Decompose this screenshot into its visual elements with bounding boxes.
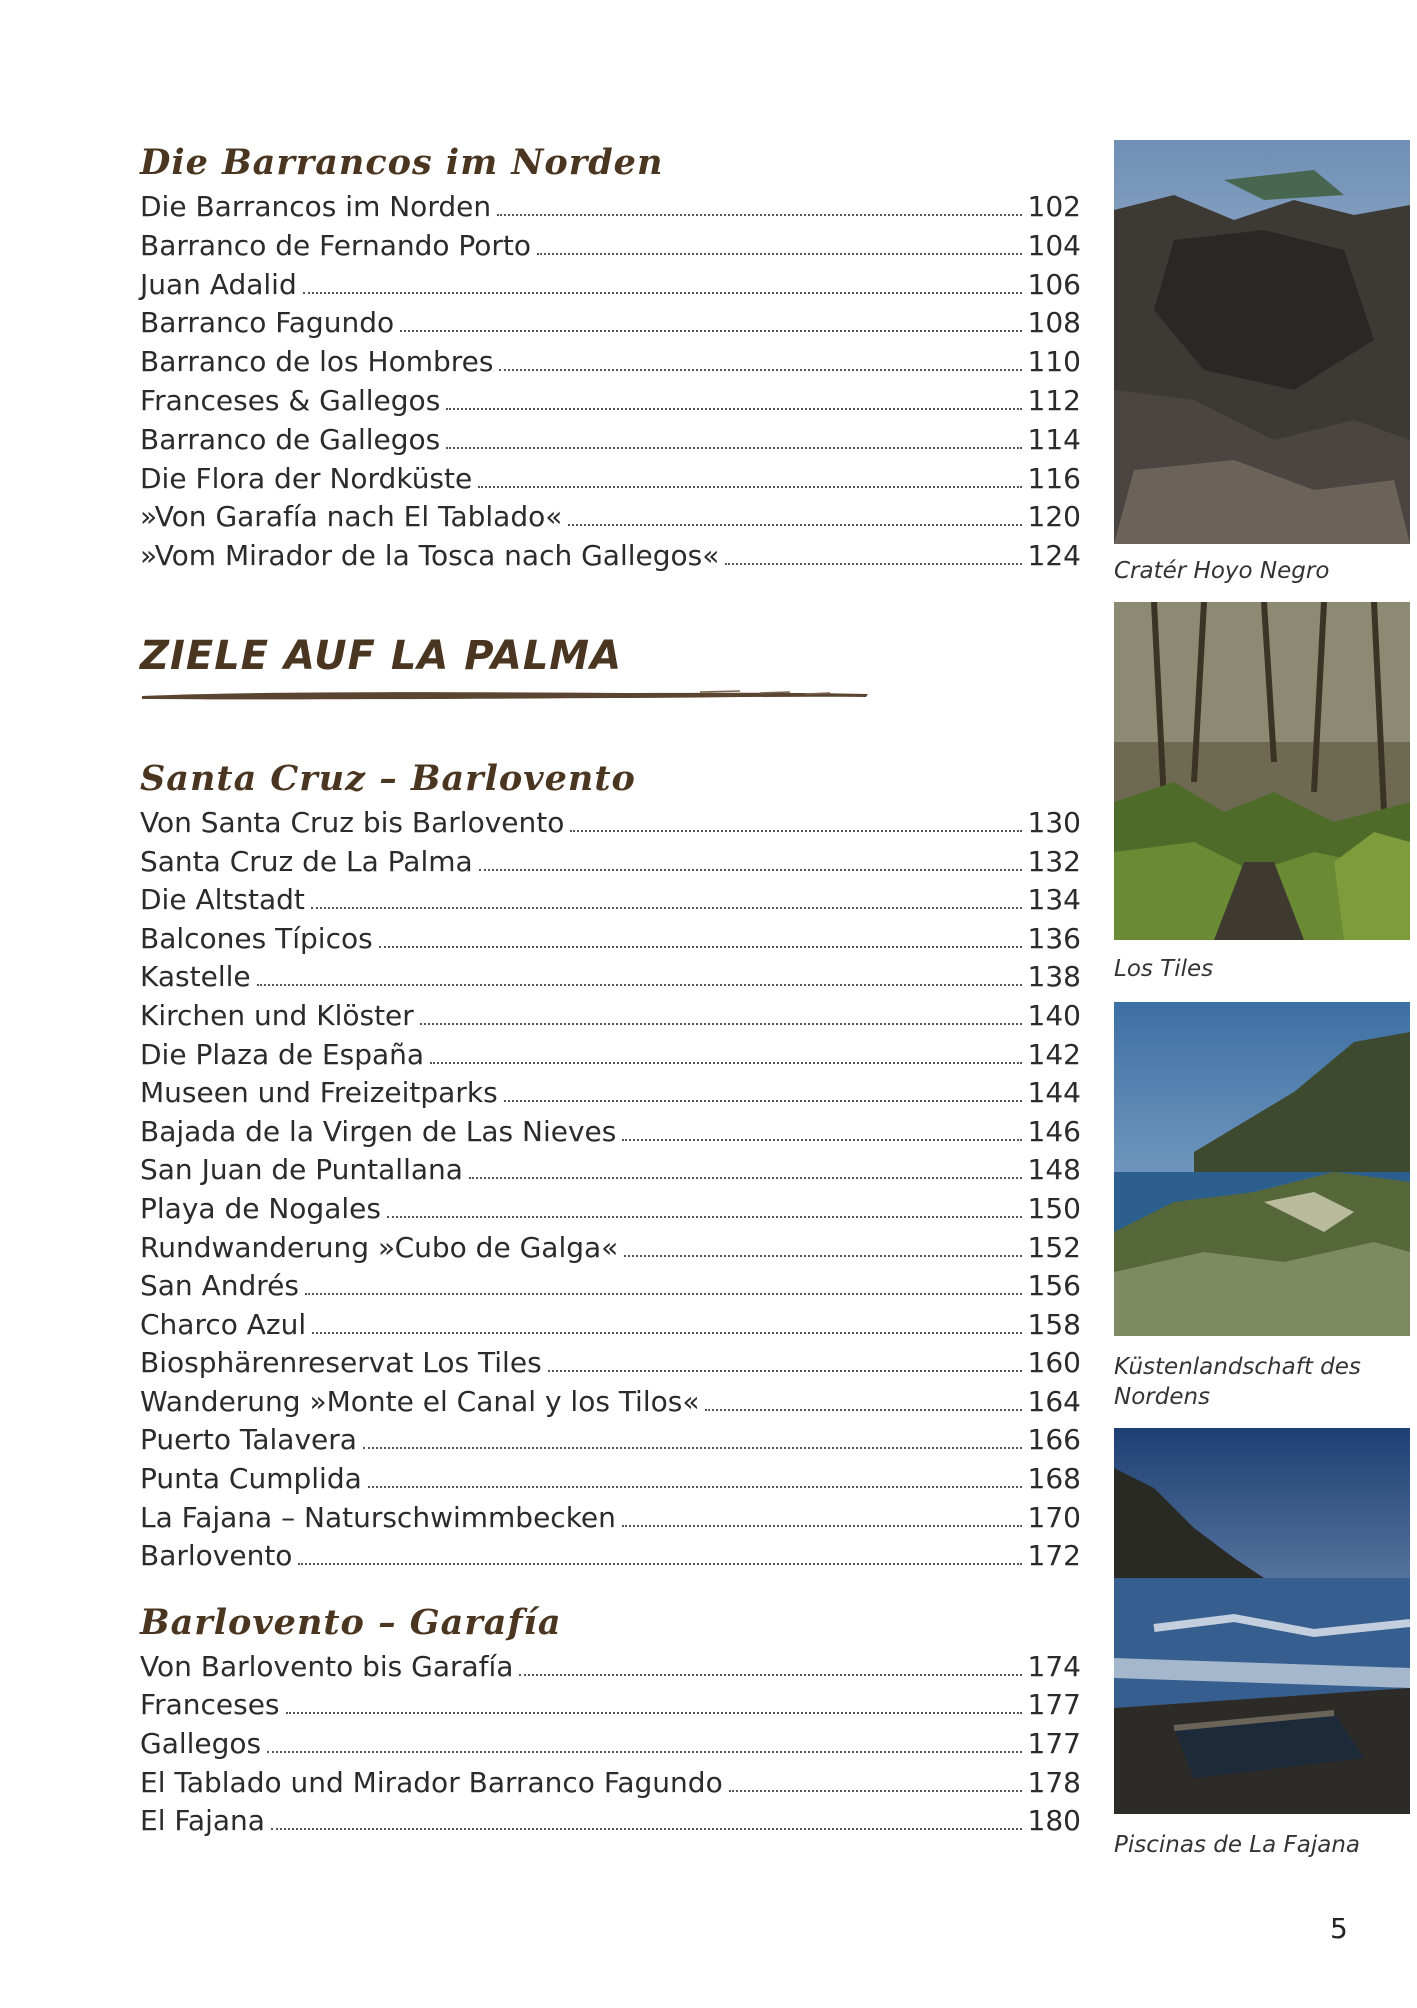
toc-entry <box>140 343 1081 382</box>
toc-entry-page: 108 <box>1027 306 1081 340</box>
entry-list-north <box>140 188 1081 576</box>
photo-kuestenlandschaft <box>1114 1002 1410 1336</box>
toc-entry <box>140 227 1081 266</box>
toc-leader-dots <box>387 1216 1022 1218</box>
toc-entry-title: Die Barrancos im Norden <box>140 190 492 223</box>
toc-leader-dots <box>622 1525 1022 1527</box>
toc-entry <box>140 1306 1081 1345</box>
toc-entry-title: Kirchen und Klöster <box>140 998 414 1032</box>
toc-leader-dots <box>400 330 1021 332</box>
toc-entry <box>140 1113 1081 1152</box>
toc-entry-title: Santa Cruz de La Palma <box>140 844 473 878</box>
toc-entry-page: 124 <box>1027 539 1081 573</box>
page-number: 5 <box>1330 1912 1348 1945</box>
toc-leader-dots <box>519 1674 1021 1676</box>
toc-entry <box>140 1036 1081 1075</box>
toc-leader-dots <box>499 369 1021 371</box>
toc-leader-dots <box>622 1139 1021 1141</box>
toc-entry <box>140 460 1081 499</box>
toc-entry-page: 160 <box>1027 1346 1081 1380</box>
toc-entry-title: Barranco de los Hombres <box>140 345 494 379</box>
photo-los-tiles <box>1114 602 1410 940</box>
toc-entry-page: 140 <box>1027 998 1081 1032</box>
toc-entry <box>140 382 1081 421</box>
section-heading-barlovento: Barlovento – Garafía <box>140 1601 562 1643</box>
toc-leader-dots <box>305 1293 1022 1295</box>
toc-entry-title: Barranco de Gallegos <box>140 422 441 456</box>
section-santa-cruz <box>140 754 1081 1576</box>
toc-leader-dots <box>504 1100 1022 1102</box>
toc-entry-page: 156 <box>1027 1269 1081 1303</box>
toc-entry-page: 120 <box>1027 500 1081 534</box>
caption-4: Piscinas de La Fajana <box>1114 1832 1361 1858</box>
toc-entry-page: 130 <box>1027 805 1081 839</box>
toc-leader-dots <box>568 524 1021 526</box>
toc-leader-dots <box>497 214 1021 216</box>
toc-entry-title: Charco Azul <box>140 1307 307 1341</box>
toc-entry <box>140 1686 1081 1725</box>
entry-list-barlovento <box>140 1648 1081 1841</box>
toc-leader-dots <box>469 1177 1022 1179</box>
toc-entry-title: Rundwanderung »Cubo de Galga« <box>140 1230 619 1264</box>
toc-entry <box>140 1229 1081 1268</box>
toc-entry-page: 114 <box>1027 422 1081 456</box>
toc-entry-title: El Tablado und Mirador Barranco Fagundo <box>140 1765 723 1799</box>
toc-entry-page: 174 <box>1027 1649 1081 1683</box>
table-of-contents <box>140 138 1081 1841</box>
ziele-heading-block <box>140 630 1081 702</box>
toc-entry-page: 177 <box>1027 1727 1081 1761</box>
toc-entry-title: Von Barlovento bis Garafía <box>140 1649 514 1683</box>
entry-list-santa-cruz <box>140 804 1081 1576</box>
brush-stroke-divider <box>140 688 870 702</box>
toc-entry-page: 136 <box>1027 921 1081 955</box>
toc-entry-page: 158 <box>1027 1307 1081 1341</box>
photo-piscinas-la-fajana <box>1114 1428 1410 1814</box>
toc-leader-dots <box>446 408 1021 410</box>
toc-entry <box>140 266 1081 305</box>
toc-entry-title: Puerto Talavera <box>140 1423 357 1457</box>
toc-leader-dots <box>368 1486 1022 1488</box>
toc-entry-title: El Fajana <box>140 1804 265 1838</box>
toc-entry-title: Franceses <box>140 1688 280 1722</box>
toc-entry-title: »Von Garafía nach El Tablado« <box>140 500 563 534</box>
toc-entry-title: Kastelle <box>140 960 251 994</box>
toc-entry-title: San Juan de Puntallana <box>140 1153 463 1187</box>
toc-entry-title: Barranco de Fernando Porto <box>140 228 532 262</box>
toc-entry-page: 150 <box>1027 1191 1081 1225</box>
toc-entry <box>140 1764 1081 1803</box>
toc-leader-dots <box>705 1409 1021 1411</box>
toc-entry-page: 164 <box>1027 1384 1081 1418</box>
toc-entry-title: Punta Cumplida <box>140 1462 362 1496</box>
toc-entry-title: Playa de Nogales <box>140 1191 381 1225</box>
toc-entry-title: Franceses & Gallegos <box>140 383 441 417</box>
toc-leader-dots <box>479 869 1022 871</box>
toc-entry-title: Juan Adalid <box>140 267 297 301</box>
toc-entry-page: 134 <box>1027 883 1081 917</box>
toc-leader-dots <box>267 1751 1021 1753</box>
ziele-heading: ZIELE AUF LA PALMA <box>140 632 623 679</box>
toc-leader-dots <box>286 1712 1022 1714</box>
toc-entry <box>140 920 1081 959</box>
toc-entry <box>140 1802 1081 1841</box>
caption-2: Los Tiles <box>1114 956 1214 982</box>
toc-entry <box>140 843 1081 882</box>
toc-entry-title: Die Altstadt <box>140 883 305 917</box>
toc-entry <box>140 1190 1081 1229</box>
toc-leader-dots <box>363 1447 1022 1449</box>
toc-entry-page: 180 <box>1027 1804 1081 1838</box>
toc-entry-title: Die Flora der Nordküste <box>140 461 473 495</box>
toc-entry-page: 112 <box>1027 383 1081 417</box>
toc-entry <box>140 537 1081 576</box>
toc-entry-page: 138 <box>1027 960 1081 994</box>
section-heading-north: Die Barrancos im Norden <box>140 142 664 183</box>
toc-entry-title: Balcones Típicos <box>140 921 373 955</box>
toc-entry-page: 132 <box>1027 844 1081 878</box>
toc-entry-page: 102 <box>1027 190 1081 223</box>
section-north <box>140 138 1081 576</box>
toc-entry <box>140 1648 1081 1687</box>
toc-entry-title: Von Santa Cruz bis Barlovento <box>140 805 565 839</box>
toc-entry-title: San Andrés <box>140 1269 299 1303</box>
toc-entry-title: Die Plaza de España <box>140 1037 425 1071</box>
section-barlovento <box>140 1598 1081 1841</box>
caption-3: Küstenlandschaft des Nordens <box>1114 1354 1361 1410</box>
toc-entry <box>140 1383 1081 1422</box>
toc-leader-dots <box>312 1332 1021 1334</box>
toc-entry <box>140 498 1081 537</box>
toc-entry-page: 142 <box>1027 1037 1081 1071</box>
toc-entry <box>140 997 1081 1036</box>
toc-leader-dots <box>271 1828 1022 1830</box>
toc-entry-title: Gallegos <box>140 1727 262 1761</box>
toc-entry-page: 110 <box>1027 345 1081 379</box>
toc-leader-dots <box>725 563 1021 565</box>
toc-entry-page: 178 <box>1027 1765 1081 1799</box>
toc-entry-title: La Fajana – Naturschwimmbecken <box>140 1500 616 1534</box>
toc-leader-dots <box>548 1370 1022 1372</box>
toc-entry <box>140 1421 1081 1460</box>
toc-entry-page: 168 <box>1027 1462 1081 1496</box>
toc-entry-page: 144 <box>1027 1076 1081 1110</box>
toc-entry-page: 106 <box>1027 267 1081 301</box>
toc-entry-page: 148 <box>1027 1153 1081 1187</box>
toc-leader-dots <box>420 1023 1022 1025</box>
toc-entry-title: Wanderung »Monte el Canal y los Tilos« <box>140 1384 700 1418</box>
toc-entry-title: Bajada de la Virgen de Las Nieves <box>140 1114 617 1148</box>
toc-entry-title: Barranco Fagundo <box>140 306 395 340</box>
toc-leader-dots <box>298 1563 1021 1565</box>
toc-entry <box>140 1725 1081 1764</box>
toc-entry-title: »Vom Mirador de la Tosca nach Gallegos« <box>140 539 720 573</box>
toc-entry-page: 177 <box>1027 1688 1081 1722</box>
toc-entry <box>140 188 1081 227</box>
toc-leader-dots <box>430 1062 1021 1064</box>
section-heading-santa-cruz: Santa Cruz – Barlovento <box>140 757 636 799</box>
toc-entry-page: 170 <box>1027 1500 1081 1534</box>
toc-leader-dots <box>303 292 1022 294</box>
toc-entry <box>140 304 1081 343</box>
caption-1: Cratér Hoyo Negro <box>1114 558 1330 584</box>
toc-leader-dots <box>257 984 1022 986</box>
toc-entry <box>140 1537 1081 1576</box>
toc-entry-page: 166 <box>1027 1423 1081 1457</box>
toc-leader-dots <box>570 830 1021 832</box>
toc-entry-page: 172 <box>1027 1539 1081 1573</box>
toc-entry <box>140 1460 1081 1499</box>
toc-leader-dots <box>311 907 1022 909</box>
toc-entry-page: 116 <box>1027 461 1081 495</box>
toc-entry-title: Barlovento <box>140 1539 293 1573</box>
toc-entry <box>140 1074 1081 1113</box>
toc-entry <box>140 1344 1081 1383</box>
photo-crater-hoyo-negro <box>1114 140 1410 544</box>
toc-leader-dots <box>446 447 1021 449</box>
toc-entry <box>140 1267 1081 1306</box>
toc-leader-dots <box>379 946 1022 948</box>
toc-leader-dots <box>478 486 1021 488</box>
toc-entry <box>140 1499 1081 1538</box>
toc-entry <box>140 1151 1081 1190</box>
toc-entry <box>140 804 1081 843</box>
toc-leader-dots <box>624 1255 1021 1257</box>
toc-entry-page: 152 <box>1027 1230 1081 1264</box>
toc-leader-dots <box>537 253 1022 255</box>
toc-entry-title: Biosphärenreservat Los Tiles <box>140 1346 542 1380</box>
toc-entry-page: 146 <box>1027 1114 1081 1148</box>
toc-entry-title: Museen und Freizeitparks <box>140 1076 498 1110</box>
toc-leader-dots <box>729 1790 1022 1792</box>
toc-entry <box>140 958 1081 997</box>
toc-entry-page: 104 <box>1027 228 1081 262</box>
toc-entry <box>140 881 1081 920</box>
toc-entry <box>140 421 1081 460</box>
